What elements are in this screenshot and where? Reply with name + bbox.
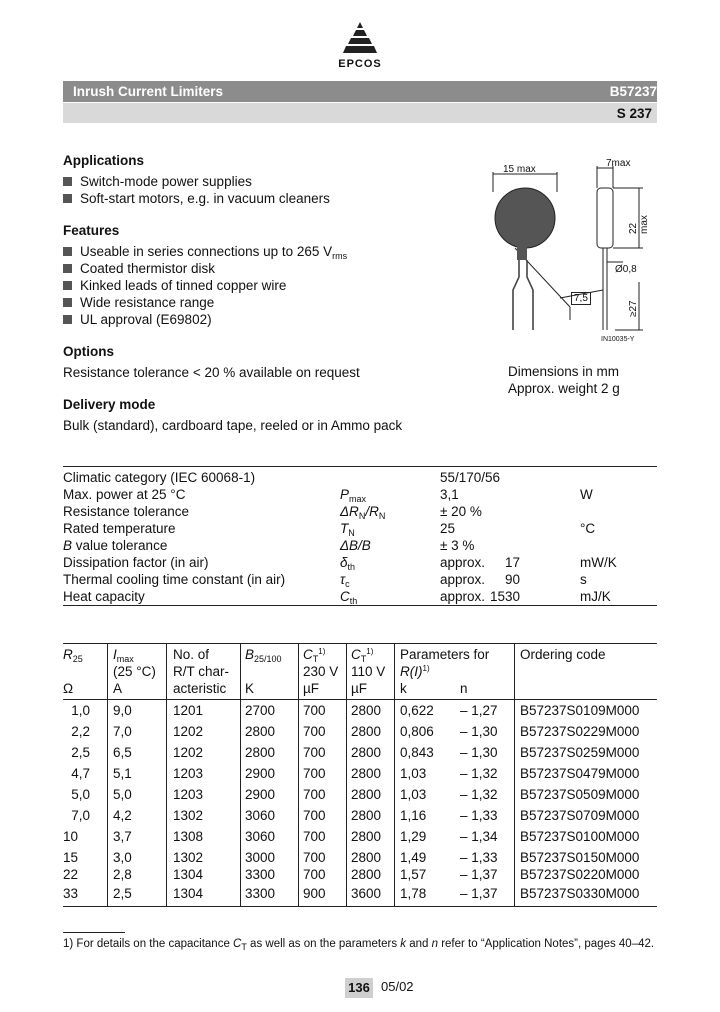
list-item: Soft-start motors, e.g. in vacuum cleaners	[63, 190, 483, 207]
logo-triangle-icon	[330, 20, 390, 58]
features-heading: Features	[63, 223, 120, 238]
spec-value: 90	[504, 572, 520, 587]
spec-value: ± 3 %	[440, 538, 475, 553]
dimensions-note: Dimensions in mm	[508, 364, 620, 379]
weight-note: Approx. weight 2 g	[508, 381, 620, 396]
list-item: Wide resistance range	[63, 294, 483, 311]
page-title: Inrush Current Limiters	[73, 84, 224, 99]
spec-symbol: $\tau_c$	[340, 572, 350, 589]
spec-symbol: $C_{th}$	[340, 589, 358, 606]
spec-param: Climatic category (IEC 60068-1)	[63, 470, 256, 485]
spec-param: Heat capacity	[63, 589, 145, 604]
features-section	[63, 223, 483, 328]
spec-unit: mW/K	[580, 555, 617, 570]
spec-value-prefix: approx.	[440, 572, 486, 587]
delivery-section	[63, 397, 483, 434]
series-code: S 237	[616, 106, 652, 121]
list-item: Kinked leads of tinned copper wire	[63, 277, 483, 294]
list-item: Useable in series connections up to 265 $V_{rms}$	[63, 243, 483, 260]
bullet-icon	[63, 315, 72, 324]
dim-15max: 15 max	[503, 164, 536, 175]
bullet-icon	[63, 194, 72, 203]
footnote-rule	[63, 932, 125, 933]
issue-date: 05/02	[381, 979, 414, 994]
dimension-drawing	[475, 152, 660, 352]
options-text: Resistance tolerance < 20 % available on request	[63, 365, 360, 380]
order-bottom-rule	[63, 906, 657, 907]
footnote: 1) For details on the capacitance $C_T$ as well as on the parameters k and n refer to “Application Notes”, pages 40–42.	[63, 938, 655, 952]
spec-param: Rated temperature	[63, 521, 176, 536]
specs-bottom-rule	[63, 605, 657, 606]
page-number: 136	[345, 978, 373, 998]
drawing-ref: IN10035-Y	[601, 336, 635, 343]
spec-symbol: $\delta_{th}$	[340, 555, 356, 572]
spec-value: 25	[440, 521, 456, 536]
spec-unit: mJ/K	[580, 589, 611, 604]
spec-value: 55/170/56	[440, 470, 501, 485]
spec-value-prefix: approx.	[440, 589, 486, 604]
spec-symbol: $P_{max}$	[340, 487, 367, 504]
dim-7max: 7max	[606, 158, 631, 169]
spec-param: Dissipation factor (in air)	[63, 555, 209, 570]
spec-param: Resistance tolerance	[63, 504, 190, 519]
list-item: Coated thermistor disk	[63, 260, 483, 277]
bullet-icon	[63, 177, 72, 186]
spec-param: Thermal cooling time constant (in air)	[63, 572, 286, 587]
options-section	[63, 344, 483, 381]
spec-param: Max. power at 25 °C	[63, 487, 186, 502]
options-heading: Options	[63, 344, 114, 359]
dim-22max: 22 max	[628, 215, 650, 234]
bullet-icon	[63, 298, 72, 307]
order-top-rule	[63, 643, 657, 644]
spec-value: 3,1	[440, 487, 459, 502]
bullet-icon	[63, 247, 72, 256]
bullet-icon	[63, 281, 72, 290]
applications-heading: Applications	[63, 153, 145, 168]
part-code: B57237	[609, 84, 657, 99]
list-item: UL approval (E69802)	[63, 311, 483, 328]
dim-27: ≥27	[628, 300, 639, 317]
spec-value: ± 20 %	[440, 504, 482, 519]
specs-top-rule	[63, 466, 657, 467]
applications-section	[63, 153, 483, 207]
thermistor-drawing-icon	[475, 152, 660, 352]
spec-unit: W	[580, 487, 593, 502]
spec-symbol: $\Delta R_N/R_N$	[340, 504, 386, 521]
dim-75: 7,5	[571, 292, 591, 305]
list-item: Switch-mode power supplies	[63, 173, 483, 190]
spec-unit: s	[580, 572, 587, 587]
spec-value-prefix: approx.	[440, 555, 486, 570]
spec-value: 1530	[489, 589, 520, 604]
spec-unit: °C	[580, 521, 596, 536]
bullet-icon	[63, 264, 72, 273]
dim-d08: Ø0,8	[615, 264, 637, 275]
spec-value: 17	[504, 555, 520, 570]
delivery-text: Bulk (standard), cardboard tape, reeled or in Ammo pack	[63, 418, 403, 433]
spec-param: B value tolerance	[63, 538, 168, 553]
delivery-heading: Delivery mode	[63, 397, 156, 412]
brand-name: EPCOS	[338, 58, 382, 70]
spec-symbol: $T_N$	[340, 521, 355, 538]
spec-symbol: ΔB/B	[340, 538, 371, 553]
